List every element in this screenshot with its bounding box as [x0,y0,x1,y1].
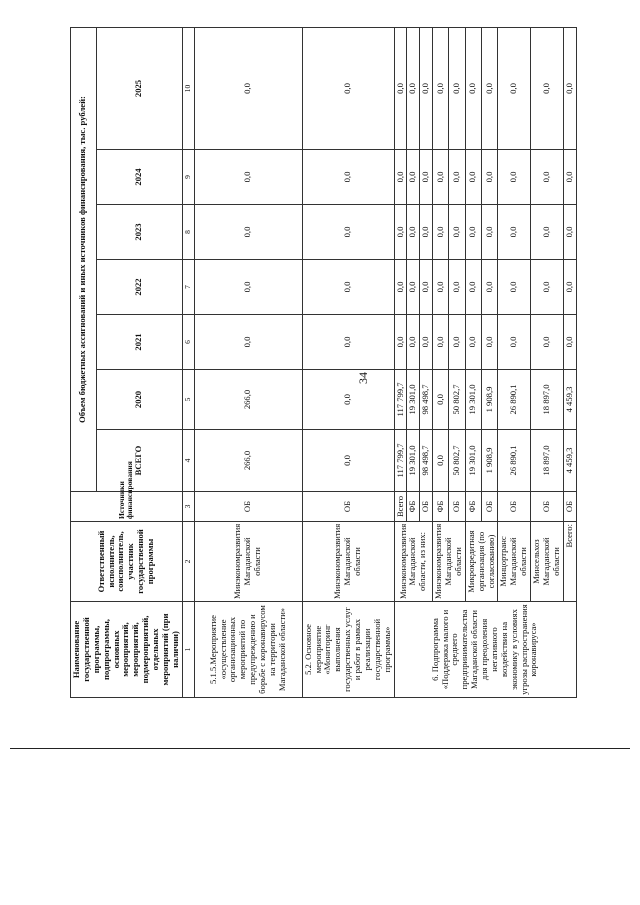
row-source: ФБ [407,492,420,522]
row-executor: Минэкономразвития Магаданской области [194,522,302,602]
value-2020: 50 802,7 [449,370,465,430]
col-num-3: 3 [182,492,194,522]
value-2022: 0,0 [394,260,407,315]
value-2023: 0,0 [563,205,576,260]
rotated-table-container [70,28,574,698]
row-source: ОБ [563,492,576,522]
row-executor: Минэкономразвития Магаданской области, из них: [394,522,433,602]
value-2022: 0,0 [465,260,481,315]
col-num-6: 6 [182,315,194,370]
value-2023: 0,0 [482,205,498,260]
header-source: Источники финансирования [71,492,183,522]
value-2022: 0,0 [531,260,564,315]
value-2023: 0,0 [498,205,531,260]
col-num-4: 4 [182,430,194,492]
row-name: 6. Подпрограмма «Поддержка малого и среднего предпринимательства Магаданской области для преодоления негативного воздействия на экономику в условиях угрозы распространения коронавируса» [394,602,576,698]
header-2020: 2020 [96,370,182,430]
row-source: ОБ [302,492,394,522]
value-2025: 0,0 [498,28,531,150]
value-2024: 0,0 [194,150,302,205]
value-2024: 0,0 [433,150,449,205]
value-total: 0,0 [433,430,449,492]
row-executor: Всего: [563,522,576,602]
value-2024: 0,0 [563,150,576,205]
value-2025: 0,0 [394,28,407,150]
value-2023: 0,0 [531,205,564,260]
value-total: 98 498,7 [420,430,433,492]
table-row [433,28,449,698]
table-row [563,28,576,698]
value-2021: 0,0 [407,315,420,370]
row-name: 5.2. Основное мероприятие «Мониторинг выполнения государственных услуг и работ в рамках реализации государственной программы» [302,602,394,698]
value-2024: 0,0 [420,150,433,205]
table-row [302,28,394,698]
value-2025: 0,0 [465,28,481,150]
col-num-7: 7 [182,260,194,315]
value-total: 0,0 [302,430,394,492]
value-2022: 0,0 [449,260,465,315]
header-2022: 2022 [96,260,182,315]
value-total: 19 301,0 [465,430,481,492]
value-2024: 0,0 [449,150,465,205]
value-2023: 0,0 [407,205,420,260]
header-funding: Объем бюджетных ассигнований и иных источников финансирования, тыс. рублей: [71,28,97,492]
row-source: ОБ [194,492,302,522]
value-total: 50 802,7 [449,430,465,492]
value-2025: 0,0 [433,28,449,150]
value-2023: 0,0 [302,205,394,260]
value-2021: 0,0 [563,315,576,370]
value-2023: 0,0 [194,205,302,260]
value-2024: 0,0 [465,150,481,205]
value-2024: 0,0 [482,150,498,205]
value-total: 4 459,3 [563,430,576,492]
row-source: ОБ [498,492,531,522]
table-row [498,28,531,698]
value-2020: 4 459,3 [563,370,576,430]
value-2021: 0,0 [420,315,433,370]
col-num-10: 10 [182,28,194,150]
row-source: ОБ [482,492,498,522]
table-row [531,28,564,698]
value-2020: 19 301,0 [465,370,481,430]
value-total: 1 908,9 [482,430,498,492]
value-total: 19 301,0 [407,430,420,492]
row-source: Всего [394,492,407,522]
funding-table [70,27,577,698]
col-num-8: 8 [182,205,194,260]
table-row [465,28,481,698]
row-executor: Минэкономразвития Магаданской области [433,522,466,602]
header-row-1 [71,28,97,698]
value-2020: 18 897,0 [531,370,564,430]
value-2025: 0,0 [482,28,498,150]
table-row [194,28,302,698]
value-2024: 0,0 [498,150,531,205]
value-2022: 0,0 [498,260,531,315]
col-num-1: 1 [182,602,194,698]
value-2025: 0,0 [531,28,564,150]
value-2025: 0,0 [563,28,576,150]
value-2024: 0,0 [407,150,420,205]
col-num-2: 2 [182,522,194,602]
value-2022: 0,0 [433,260,449,315]
col-num-5: 5 [182,370,194,430]
rotated-table-inner [70,28,574,698]
value-2023: 0,0 [433,205,449,260]
column-number-row [182,28,194,698]
value-2024: 0,0 [302,150,394,205]
row-source: ФБ [433,492,449,522]
value-2025: 0,0 [420,28,433,150]
row-source: ОБ [531,492,564,522]
row-source: ОБ [420,492,433,522]
value-2024: 0,0 [531,150,564,205]
value-total: 117 799,7 [394,430,407,492]
value-2023: 0,0 [449,205,465,260]
value-2021: 0,0 [498,315,531,370]
value-2021: 0,0 [302,315,394,370]
header-2024: 2024 [96,150,182,205]
value-2022: 0,0 [194,260,302,315]
value-2022: 0,0 [563,260,576,315]
value-2021: 0,0 [449,315,465,370]
value-2024: 0,0 [394,150,407,205]
header-2025: 2025 [96,28,182,150]
value-2021: 0,0 [465,315,481,370]
value-2020: 0,0 [433,370,449,430]
value-2020: 117 799,7 [394,370,407,430]
value-2020: 1 908,9 [482,370,498,430]
value-total: 266,0 [194,430,302,492]
value-2020: 19 301,0 [407,370,420,430]
row-executor: Минэкономразвития Магаданской области [302,522,394,602]
value-2021: 0,0 [482,315,498,370]
value-2025: 0,0 [302,28,394,150]
value-2022: 0,0 [407,260,420,315]
value-2022: 0,0 [420,260,433,315]
header-2021: 2021 [96,315,182,370]
value-2022: 0,0 [482,260,498,315]
header-2023: 2023 [96,205,182,260]
col-num-9: 9 [182,150,194,205]
value-2025: 0,0 [194,28,302,150]
value-2025: 0,0 [407,28,420,150]
value-2023: 0,0 [420,205,433,260]
horizontal-rule [10,748,630,749]
value-2021: 0,0 [194,315,302,370]
header-name: Наименование государственной программы, подпрограммы, основных мероприятий, мероприятий, подмероприятий, отдельных мероприятий (при наличии) [71,602,183,698]
value-2021: 0,0 [394,315,407,370]
value-total: 18 897,0 [531,430,564,492]
value-2025: 0,0 [449,28,465,150]
row-executor: Микрокредитная организация (по согласованию) [465,522,498,602]
row-source: ОБ [449,492,465,522]
header-executor: Ответственный исполнитель, соисполнитель, участник государственной программы [71,522,183,602]
value-2020: 0,0 [302,370,394,430]
value-2020: 266,0 [194,370,302,430]
value-2022: 0,0 [302,260,394,315]
value-2020: 98 498,7 [420,370,433,430]
value-2021: 0,0 [531,315,564,370]
row-executor: Минцортранс Магаданской области [498,522,531,602]
value-2023: 0,0 [394,205,407,260]
row-executor: Минсельхоз Магаданской области [531,522,564,602]
value-2023: 0,0 [465,205,481,260]
page-number: 34 [356,372,370,384]
value-total: 26 890,1 [498,430,531,492]
header-total: ВСЕГО [96,430,182,492]
value-2021: 0,0 [433,315,449,370]
value-2020: 26 890,1 [498,370,531,430]
row-source: ФБ [465,492,481,522]
table-row [394,28,407,698]
row-name: 5.1.5.Мероприятие «осуществление организационных мероприятий по предупреждению и борьбе с коронавирусом на территории Магаданской области» [194,602,302,698]
